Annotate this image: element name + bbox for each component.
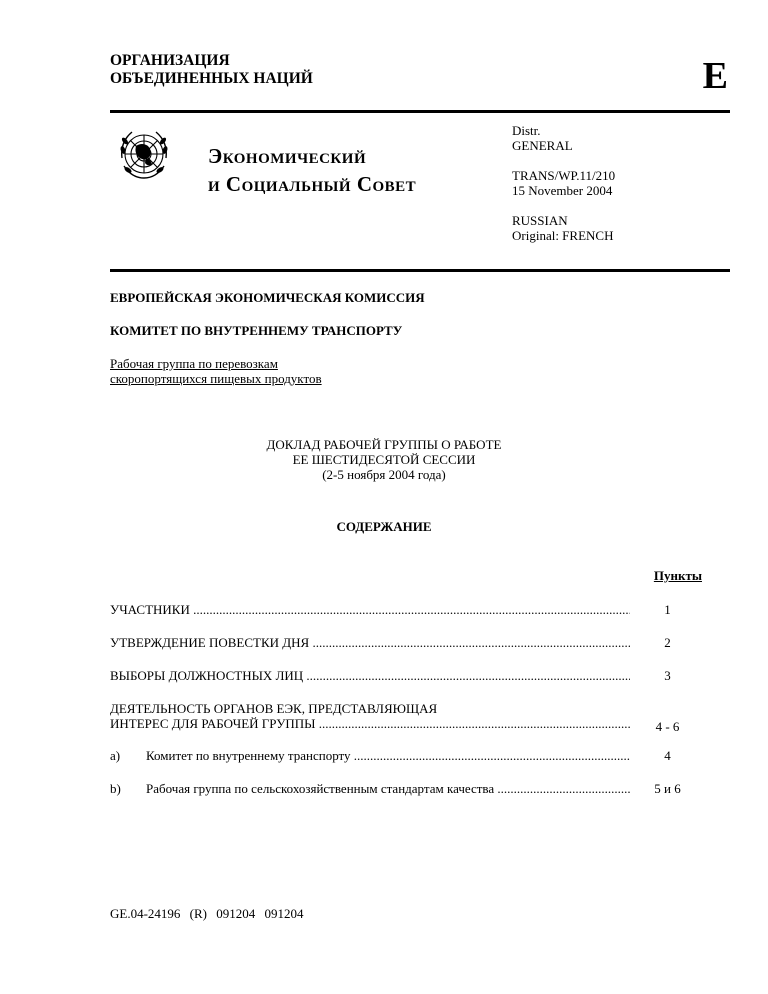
header-rule [110, 110, 730, 113]
meta-rule [110, 269, 730, 272]
document-symbol: TRANS/WP.11/210 [512, 168, 616, 183]
document-date: 15 November 2004 [512, 183, 613, 198]
toc-entry-text-line-1: ДЕЯТЕЛЬНОСТЬ ОРГАНОВ ЕЭК, ПРЕДСТАВЛЯЮЩАЯ [110, 701, 438, 716]
toc-entry-text: ВЫБОРЫ ДОЛЖНОСТНЫХ ЛИЦ ..... [110, 668, 630, 683]
working-party-name [110, 356, 322, 386]
toc-entry [110, 748, 705, 763]
report-title-line-2: ЕЕ ШЕСТИДЕСЯТОЙ СЕССИИ [292, 452, 476, 467]
distribution-block [512, 123, 573, 153]
toc-entry-label: a) [110, 748, 121, 763]
toc-entry-paragraphs: 4 [664, 748, 671, 763]
language-block [512, 213, 613, 243]
toc-entry-paragraphs: 1 [664, 602, 671, 617]
committee-name: КОМИТЕТ ПО ВНУТРЕННЕМУ ТРАНСПОРТУ [110, 323, 403, 338]
toc-entry [110, 668, 705, 683]
org-line-1: ОРГАНИЗАЦИЯ [110, 52, 230, 69]
toc-entry-paragraphs: 4 - 6 [655, 719, 680, 734]
toc-entry-text: УЧАСТНИКИ ..... [110, 602, 630, 617]
toc-entry [110, 781, 705, 796]
toc-entry-text: Рабочая группа по сельскохозяйственным стандартам качества ..... [146, 781, 630, 796]
commission-name: ЕВРОПЕЙСКАЯ ЭКОНОМИЧЕСКАЯ КОМИССИЯ [110, 290, 425, 305]
contents-heading: СОДЕРЖАНИЕ [336, 519, 432, 534]
paragraphs-column-heading: Пункты [653, 568, 702, 583]
document-language: RUSSIAN [512, 213, 568, 228]
toc-entry-paragraphs: 5 и 6 [654, 781, 681, 796]
job-number: GE.04-24196 (R) 091204 091204 [110, 906, 304, 921]
original-language: Original: FRENCH [512, 228, 614, 243]
working-party-line-2: скоропортящихся пищевых продуктов [110, 371, 322, 386]
council-name [208, 142, 416, 198]
un-emblem-icon [112, 124, 176, 188]
council-line-2: и Социальный Совет [208, 172, 417, 196]
report-title [0, 437, 768, 482]
language-code: E [702, 55, 728, 97]
toc-entry-text-line-2: ИНТЕРЕС ДЛЯ РАБОЧЕЙ ГРУППЫ ..... [110, 716, 630, 731]
council-line-1: Экономический [208, 144, 367, 168]
toc-entry-paragraphs: 3 [664, 668, 671, 683]
distr-label: Distr. [512, 123, 541, 138]
toc-entry-text: Комитет по внутреннему транспорту ..... [146, 748, 630, 763]
organization-name [110, 52, 313, 88]
toc-entry [110, 701, 705, 734]
report-title-line-1: ДОКЛАД РАБОЧЕЙ ГРУППЫ О РАБОТЕ [266, 437, 502, 452]
toc-entry-label: b) [110, 781, 121, 796]
toc-entry-paragraphs: 2 [664, 635, 671, 650]
distr-value: GENERAL [512, 138, 573, 153]
toc-entry-text: УТВЕРЖДЕНИЕ ПОВЕСТКИ ДНЯ ..... [110, 635, 630, 650]
org-line-2: ОБЪЕДИНЕННЫХ НАЦИЙ [110, 70, 313, 87]
symbol-block [512, 168, 615, 198]
report-dates: (2-5 ноября 2004 года) [322, 467, 446, 482]
working-party-line-1: Рабочая группа по перевозкам [110, 356, 278, 371]
toc-entry [110, 635, 705, 650]
toc-entry [110, 602, 705, 617]
